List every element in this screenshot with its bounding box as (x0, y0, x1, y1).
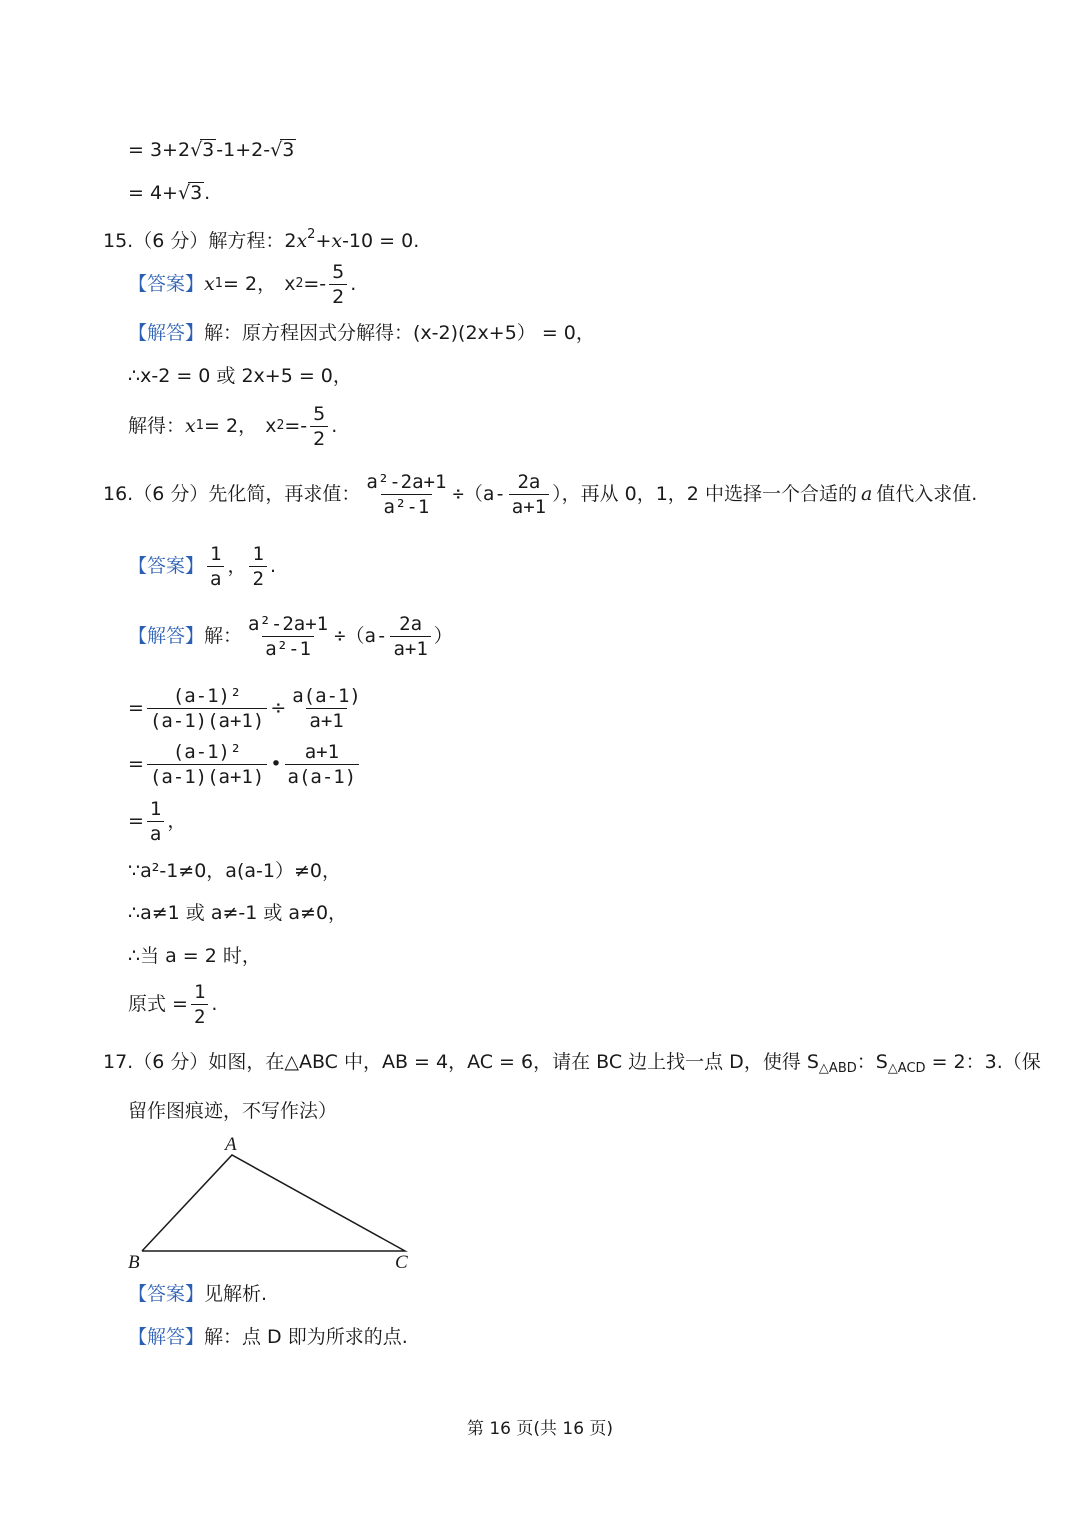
denominator: a²-1 (381, 494, 433, 518)
math-text: 原式 = (128, 993, 188, 1015)
math-text: ÷（a- (334, 625, 388, 647)
var-a: a (860, 483, 873, 505)
q15-solution-1 (128, 321, 595, 345)
math-text: = (128, 697, 144, 719)
q14-line-1: = 3+2√3 -1+2-√3 (128, 139, 295, 161)
q15-head: 15.（6 分）解方程：2 (103, 230, 297, 252)
denominator: (a-1)(a+1) (147, 708, 267, 732)
math-text: 解得： (128, 415, 186, 437)
denominator: a+1 (509, 494, 549, 518)
triangle-abc (142, 1155, 405, 1251)
subscript: 1 (195, 418, 205, 433)
math-text: ∴当 a = 2 时， (128, 945, 261, 967)
denominator: a+1 (306, 708, 346, 732)
numerator: 5 (313, 402, 326, 425)
math-text: ÷ (270, 697, 287, 719)
denominator: (a-1)(a+1) (147, 764, 267, 788)
fraction (390, 613, 430, 660)
q16-solution-1 (128, 608, 453, 664)
math-text: = (128, 810, 144, 832)
math-text: 留作图痕迹，不写作法） (128, 1100, 338, 1122)
solution-tag: 【解答】 (128, 1326, 205, 1348)
numerator: 5 (332, 260, 345, 283)
numerator: 1 (210, 542, 222, 565)
subscript: △ABD (818, 1061, 857, 1076)
math-text: 解： (204, 625, 243, 647)
numerator: 1 (149, 797, 162, 820)
q16-solution-5 (128, 859, 341, 883)
math-text: + (315, 230, 332, 252)
fraction (249, 543, 266, 590)
fraction (289, 685, 364, 732)
q17-solution (128, 1325, 408, 1349)
subscript: 2 (295, 276, 304, 291)
q16-solution-4 (128, 795, 186, 847)
denominator: a(a-1) (285, 764, 360, 788)
math-text: = 2， (223, 273, 277, 295)
fraction (310, 403, 328, 450)
q17-question-2 (128, 1099, 337, 1123)
math-text: 值代入求值. (876, 483, 978, 505)
numerator: (a-1)² (172, 684, 242, 707)
math-text: . (331, 415, 338, 437)
denominator: 2 (191, 1004, 208, 1028)
var-x: x (185, 415, 196, 437)
denominator: a (207, 566, 224, 590)
var-x: x (331, 230, 343, 252)
q15-answer (128, 258, 356, 310)
numerator: (a-1)² (172, 740, 242, 763)
math-text: . (204, 182, 211, 204)
q16-solution-2 (128, 682, 367, 734)
denominator: 2 (249, 566, 266, 590)
page-footer: 第 16 页(共 16 页) (466, 1419, 614, 1439)
solution-tag: 【解答】 (128, 625, 205, 647)
answer-tag: 【答案】 (128, 555, 205, 577)
q17-question-1 (103, 1050, 1041, 1081)
math-text: . (350, 273, 357, 295)
fraction (147, 798, 164, 845)
denominator: a (147, 821, 164, 845)
q15-solution-3 (128, 400, 337, 452)
vertex-label-b: B (128, 1252, 140, 1273)
math-text: -1+2- (216, 139, 271, 161)
q16-question (103, 466, 977, 522)
fraction (147, 741, 267, 788)
solution-tag: 【解答】 (128, 322, 205, 344)
var-x: x (204, 273, 215, 295)
q17-answer (128, 1282, 267, 1306)
q17-head: 17.（6 分）如图，在△ABC 中，AB = 4，AC = 6，请在 BC 边上找一点 D，使得 S (103, 1051, 819, 1073)
sqrt-radicand: 3 (202, 139, 215, 161)
triangle-figure (120, 1130, 420, 1280)
q16-solution-8 (128, 978, 217, 1030)
math-text: ∴a≠1 或 a≠-1 或 a≠0， (128, 902, 348, 924)
q15-question (103, 223, 419, 253)
math-text: ） (433, 625, 453, 647)
math-text: = 3+2 (128, 139, 191, 161)
sqrt-radicand: 3 (282, 139, 295, 161)
answer-tag: 【答案】 (128, 273, 205, 295)
fraction (245, 613, 331, 660)
subscript: 1 (214, 276, 224, 291)
math-text: 见解析. (204, 1283, 268, 1305)
answer-tag: 【答案】 (128, 1283, 205, 1305)
fraction (285, 741, 360, 788)
q15-solution-2 (128, 364, 352, 388)
vertex-label-c: C (395, 1252, 408, 1273)
fraction (207, 543, 224, 590)
numerator: 1 (252, 542, 264, 565)
math-text: = 2， (204, 415, 258, 437)
numerator: 1 (193, 980, 206, 1003)
var-x: x (284, 273, 296, 295)
denominator: a+1 (390, 636, 430, 660)
numerator: a²-2a+1 (248, 612, 329, 635)
fraction (509, 471, 549, 518)
numerator: a(a-1) (292, 684, 361, 707)
q16-solution-3 (128, 738, 362, 790)
q14-line-2: = 4+√3 . (128, 182, 211, 204)
var-x: x (296, 230, 308, 252)
subscript: 2 (276, 418, 285, 433)
denominator: 2 (329, 284, 347, 308)
q16-answer (128, 540, 276, 592)
fraction (191, 981, 208, 1028)
math-text: ∵a²-1≠0，a(a-1）≠0， (128, 860, 341, 882)
q16-head: 16.（6 分）先化简，再求值： (103, 483, 361, 505)
numerator: 2a (399, 612, 423, 635)
vertex-label-a: A (225, 1134, 237, 1155)
q16-solution-6 (128, 901, 347, 925)
math-text: =- (284, 415, 308, 437)
subscript: △ACD (887, 1061, 926, 1076)
math-text: ∴x-2 = 0 或 2x+5 = 0， (128, 365, 352, 387)
var-x: x (265, 415, 277, 437)
exponent: 2 (307, 227, 316, 242)
sqrt-radicand: 3 (190, 182, 203, 204)
numerator: a+1 (304, 740, 340, 763)
math-text: . (269, 555, 276, 577)
numerator: a²-2a+1 (366, 470, 447, 493)
math-text: 解：点 D 即为所求的点. (204, 1326, 408, 1348)
math-text: ），再从 0，1，2 中选择一个合适的 (552, 483, 857, 505)
fraction (147, 685, 267, 732)
numerator: 2a (517, 470, 541, 493)
math-text: = (128, 753, 144, 775)
math-text: -10 = 0. (342, 230, 420, 252)
math-text: • (270, 753, 282, 775)
fraction (329, 261, 347, 308)
math-text: 解：原方程因式分解得：(x-2)(2x+5） = 0， (204, 322, 595, 344)
math-text: ：S (856, 1051, 888, 1073)
math-text: = 2：3.（保 (925, 1051, 1041, 1073)
math-text: ， (227, 555, 247, 577)
math-text: . (211, 993, 218, 1015)
math-text: ， (167, 810, 187, 832)
denominator: 2 (310, 426, 328, 450)
q16-solution-7 (128, 944, 261, 968)
denominator: a²-1 (262, 636, 314, 660)
math-text: ÷（a- (452, 483, 506, 505)
fraction (363, 471, 449, 518)
math-text: =- (303, 273, 327, 295)
math-text: = 4+ (128, 182, 178, 204)
